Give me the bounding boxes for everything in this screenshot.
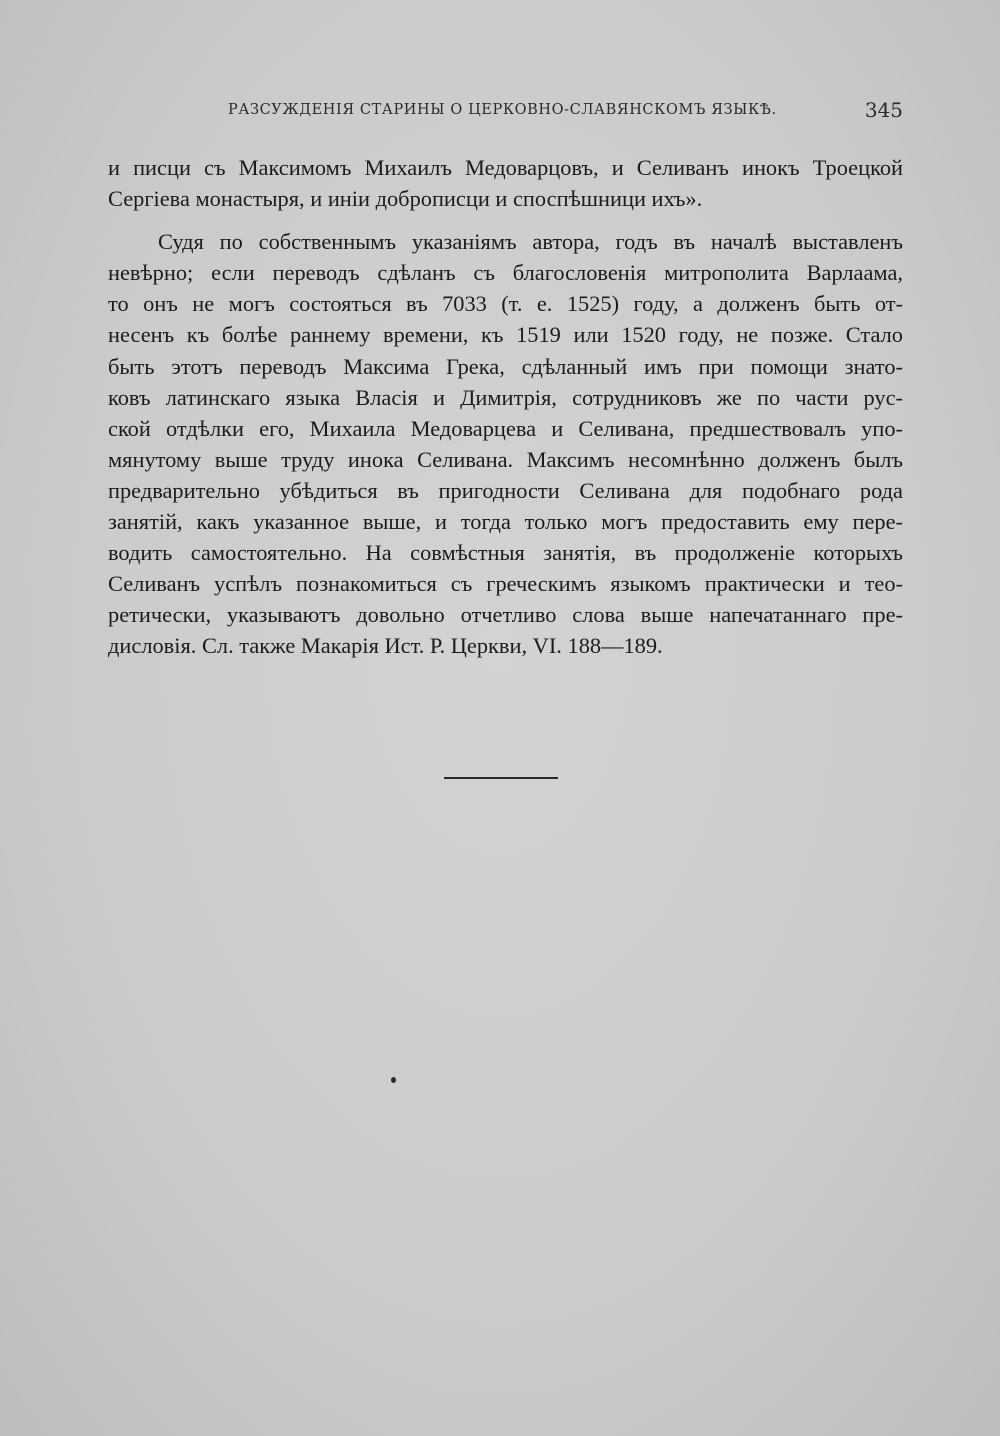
- ink-speck: [391, 1077, 396, 1083]
- text-line: дисловія. Сл. также Макарія Ист. Р. Церкви, VI. 188—189.: [108, 633, 663, 659]
- text-line: водить самостоятельно. На совмѣстныя занятія, въ продолженіе которыхъ: [108, 540, 903, 566]
- text-line: и писци съ Максимомъ Михаилъ Медоварцовъ, и Селиванъ инокъ Троецкой: [108, 155, 903, 180]
- text-line: ской отдѣлки его, Михаила Медоварцева и Селивана, предшествовалъ упо-: [108, 415, 903, 441]
- page-number: 345: [864, 98, 903, 122]
- page-header: [108, 98, 903, 128]
- text-line: то онъ не могъ состояться въ 7033 (т. е. 1525) году, а долженъ быть от-: [108, 291, 903, 317]
- running-title: РАЗСУЖДЕНІЯ СТАРИНЫ О ЦЕРКОВНО-СЛАВЯНСКОМЪ ЯЗЫКѢ.: [228, 102, 777, 118]
- text-line: Сергіева монастыря, и иніи доброписци и споспѣшници ихъ».: [108, 186, 703, 212]
- text-line: предварительно убѣдиться въ пригодности Селивана для подобнаго рода: [108, 477, 903, 503]
- text-line: Селиванъ успѣлъ познакомиться съ греческимъ языкомъ практически и тео-: [108, 571, 903, 597]
- text-line: занятій, какъ указанное выше, и тогда только могъ предоставить ему пере-: [108, 509, 903, 535]
- text-line: ковъ латинскаго языка Власія и Димитрія, сотрудниковъ же по части рус-: [108, 384, 903, 410]
- text-line: мянутому выше труду инока Селивана. Максимъ несомнѣнно долженъ былъ: [108, 446, 903, 472]
- text-line: несенъ къ болѣе раннему времени, къ 1519 или 1520 году, не позже. Стало: [108, 322, 903, 348]
- text-line: невѣрно; если переводъ сдѣланъ съ благословенія митрополита Варлаама,: [108, 260, 903, 286]
- text-line: ретически, указываютъ довольно отчетливо слова выше напечатаннаго пре-: [108, 602, 903, 628]
- paragraph-first-line: Судя по собственнымъ указаніямъ автора, годъ въ началѣ выставленъ: [158, 229, 903, 255]
- section-end-rule: [444, 777, 558, 779]
- text-line: быть этотъ переводъ Максима Грека, сдѣланный имъ при помощи знато-: [108, 353, 903, 379]
- body-text: [108, 152, 903, 662]
